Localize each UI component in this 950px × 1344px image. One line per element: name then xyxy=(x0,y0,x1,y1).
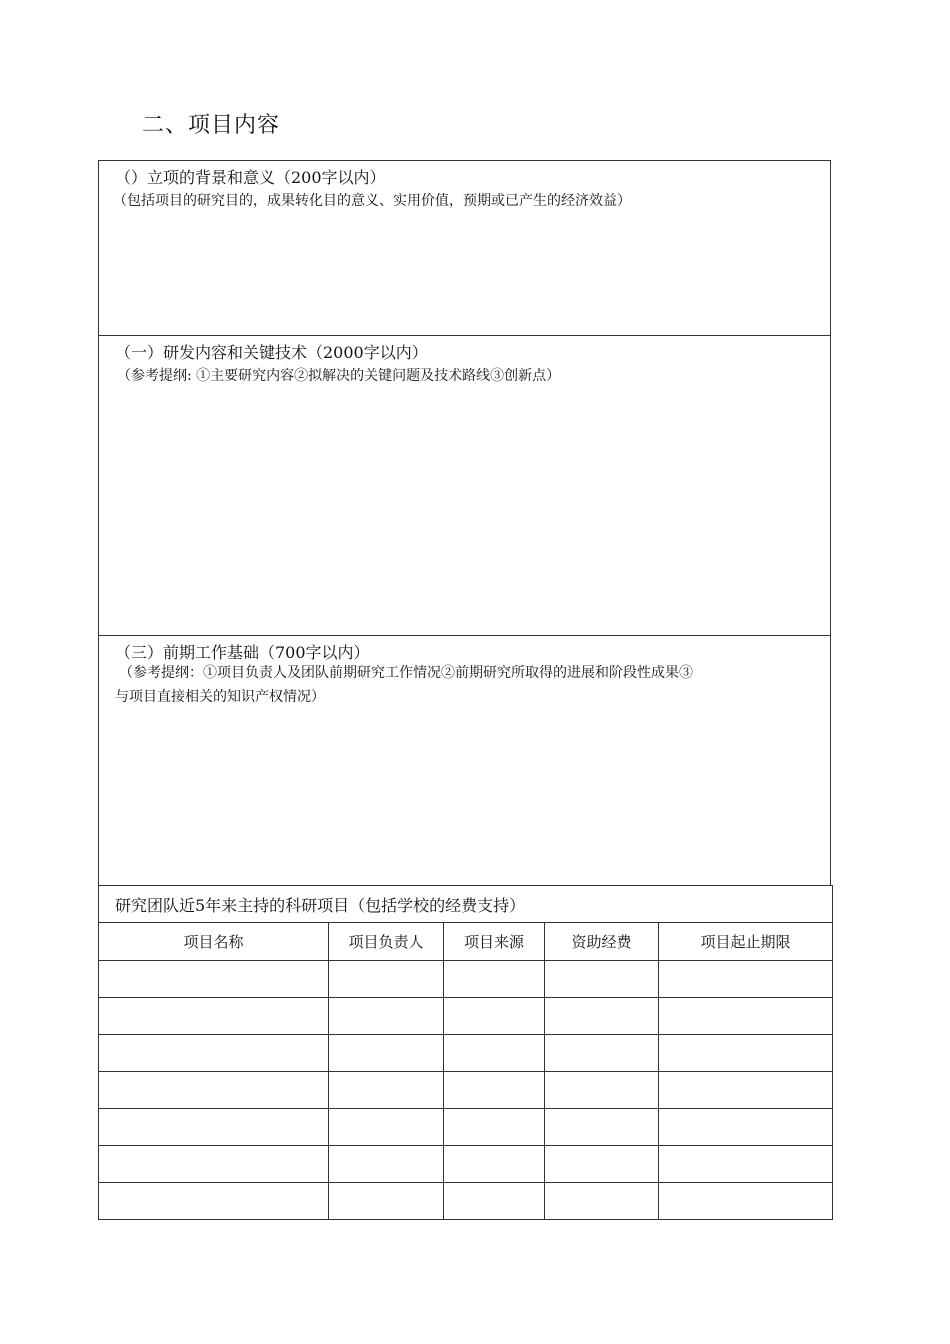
cell-project-leader[interactable] xyxy=(329,1183,444,1220)
cell-funding[interactable] xyxy=(545,1109,659,1146)
header-project-period: 项目起止期限 xyxy=(659,923,833,961)
table-row xyxy=(99,961,833,998)
background-significance-box[interactable] xyxy=(98,160,831,336)
preliminary-work-hint-line1: （参考提纲：①项目负责人及团队前期研究工作情况②前期研究所取得的进展和阶段性成果③ xyxy=(119,665,693,681)
cell-project-period[interactable] xyxy=(659,1183,833,1220)
team-table-header-row xyxy=(99,923,833,961)
cell-project-name[interactable] xyxy=(99,1072,329,1109)
research-content-hint: （参考提纲: ①主要研究内容②拟解决的关键问题及技术路线③创新点） xyxy=(117,368,561,384)
header-funding: 资助经费 xyxy=(545,923,659,961)
section-title: 二、项目内容 xyxy=(142,113,281,138)
table-row xyxy=(99,998,833,1035)
cell-project-name[interactable] xyxy=(99,1109,329,1146)
cell-project-name[interactable] xyxy=(99,998,329,1035)
cell-project-name[interactable] xyxy=(99,1035,329,1072)
header-project-leader: 项目负责人 xyxy=(329,923,444,961)
cell-project-source[interactable] xyxy=(444,1109,545,1146)
cell-project-leader[interactable] xyxy=(329,1109,444,1146)
research-content-box[interactable] xyxy=(98,335,831,636)
cell-project-period[interactable] xyxy=(659,961,833,998)
cell-project-leader[interactable] xyxy=(329,1072,444,1109)
header-project-source: 项目来源 xyxy=(444,923,545,961)
table-row xyxy=(99,1146,833,1183)
cell-project-period[interactable] xyxy=(659,998,833,1035)
cell-project-source[interactable] xyxy=(444,1035,545,1072)
cell-project-period[interactable] xyxy=(659,1072,833,1109)
cell-project-source[interactable] xyxy=(444,1146,545,1183)
background-heading: （）立项的背景和意义（200字以内） xyxy=(115,168,386,187)
cell-project-source[interactable] xyxy=(444,1183,545,1220)
cell-project-period[interactable] xyxy=(659,1109,833,1146)
preliminary-work-box[interactable] xyxy=(98,635,831,886)
preliminary-work-hint-line2: 与项目直接相关的知识产权情况） xyxy=(115,689,325,705)
table-row xyxy=(99,1183,833,1220)
cell-project-leader[interactable] xyxy=(329,998,444,1035)
team-table-caption-row xyxy=(99,886,833,923)
table-row xyxy=(99,1035,833,1072)
cell-funding[interactable] xyxy=(545,998,659,1035)
cell-project-leader[interactable] xyxy=(329,961,444,998)
cell-project-name[interactable] xyxy=(99,1183,329,1220)
cell-funding[interactable] xyxy=(545,961,659,998)
research-content-heading: （一）研发内容和关键技术（2000字以内） xyxy=(115,343,428,362)
preliminary-work-heading: （三）前期工作基础（700字以内） xyxy=(115,643,370,662)
cell-funding[interactable] xyxy=(545,1146,659,1183)
cell-project-name[interactable] xyxy=(99,1146,329,1183)
cell-project-source[interactable] xyxy=(444,998,545,1035)
cell-project-source[interactable] xyxy=(444,961,545,998)
cell-project-period[interactable] xyxy=(659,1146,833,1183)
cell-project-leader[interactable] xyxy=(329,1146,444,1183)
cell-project-source[interactable] xyxy=(444,1072,545,1109)
table-row xyxy=(99,1109,833,1146)
cell-funding[interactable] xyxy=(545,1035,659,1072)
cell-project-period[interactable] xyxy=(659,1035,833,1072)
background-hint: （包括项目的研究目的，成果转化目的意义、实用价值，预期或已产生的经济效益） xyxy=(113,193,631,209)
cell-funding[interactable] xyxy=(545,1072,659,1109)
team-projects-table xyxy=(98,885,833,1220)
team-table-caption: 研究团队近5年来主持的科研项目（包括学校的经费支持） xyxy=(99,886,833,923)
cell-funding[interactable] xyxy=(545,1183,659,1220)
header-project-name: 项目名称 xyxy=(99,923,329,961)
cell-project-name[interactable] xyxy=(99,961,329,998)
table-row xyxy=(99,1072,833,1109)
cell-project-leader[interactable] xyxy=(329,1035,444,1072)
